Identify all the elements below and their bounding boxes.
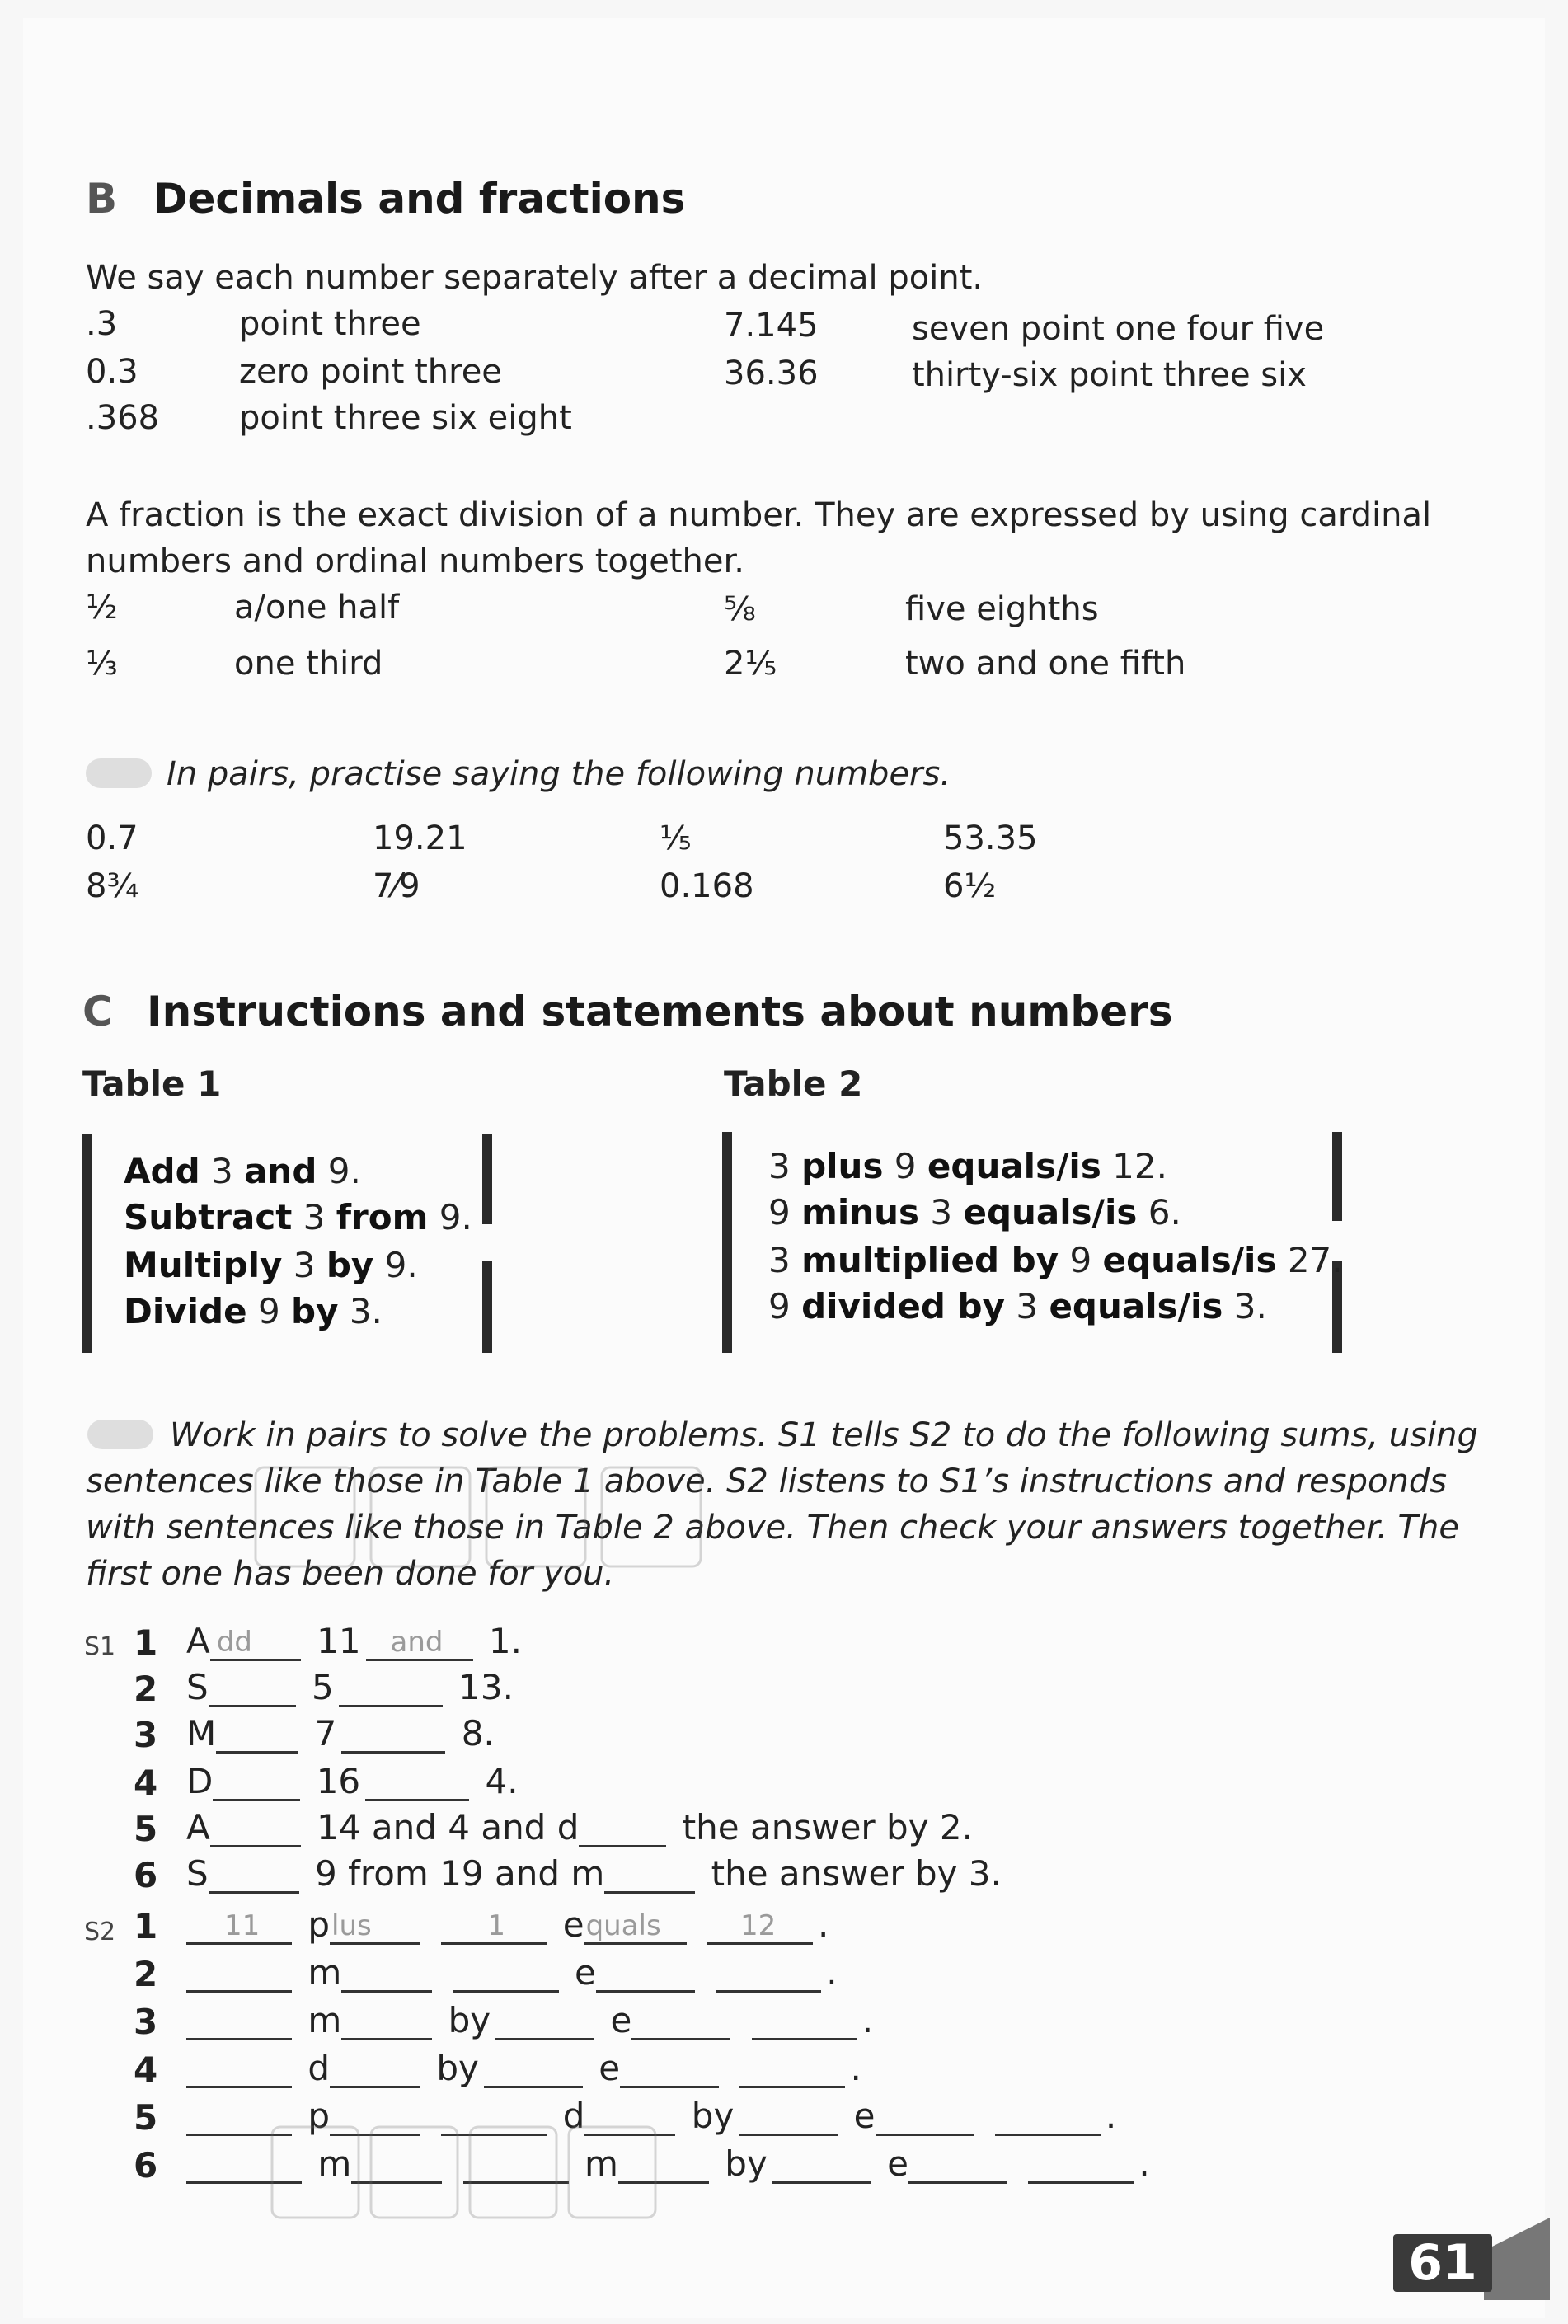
- fraction-intro-line2: numbers and ordinal numbers together.: [86, 542, 745, 580]
- answer-blank[interactable]: [772, 2147, 871, 2184]
- answer-blank[interactable]: [752, 2003, 857, 2040]
- exercise-number: 3: [134, 2002, 158, 2042]
- exercise-number: 3: [134, 1715, 158, 1755]
- table1-right-bar-top: [482, 1134, 492, 1224]
- section-c-letter: C: [82, 988, 113, 1035]
- work-instruction-line2: sentences like those in Table 1 above. S2 listens to S1’s instructions and responds: [86, 1462, 1448, 1500]
- s2-line-2: m e .: [186, 1952, 838, 1993]
- practice-number: 0.7: [86, 819, 138, 857]
- answer-blank[interactable]: [495, 2003, 594, 2040]
- decimal-example-words: seven point one four five: [912, 310, 1325, 348]
- watermark-stamp: [264, 2110, 660, 2234]
- fraction-example-words: a/one half: [234, 589, 400, 627]
- answer-blank[interactable]: [631, 2003, 730, 2040]
- answer-blank[interactable]: [620, 2051, 719, 2088]
- answer-blank[interactable]: [339, 1670, 443, 1707]
- answer-blank[interactable]: [330, 2051, 420, 2088]
- answer-blank[interactable]: [739, 2099, 838, 2136]
- table1-row: Divide 9 by 3.: [124, 1291, 383, 1331]
- exercise-number: 5: [134, 1809, 158, 1849]
- fraction-example-words: two and one fifth: [905, 645, 1186, 683]
- table2-row: 9 minus 3 equals/is 6.: [768, 1192, 1181, 1232]
- table1-left-bar: [82, 1134, 92, 1353]
- exercise-number: 4: [134, 2049, 158, 2090]
- exercise-number: 5: [134, 2097, 158, 2138]
- s1-line-6: S 9 from 19 and m the answer by 3.: [186, 1853, 1002, 1894]
- answer-blank[interactable]: [453, 1955, 559, 1993]
- fraction-example-words: one third: [234, 645, 383, 683]
- table1-row: Add 3 and 9.: [124, 1151, 361, 1191]
- answer-blank[interactable]: [186, 1955, 292, 1993]
- s2-line-3: m by e .: [186, 2000, 873, 2040]
- table2-right-bar-top: [1332, 1132, 1342, 1221]
- answer-blank[interactable]: [1028, 2147, 1134, 2184]
- decimal-example-words: zero point three: [239, 353, 502, 391]
- answer-blank[interactable]: [579, 1810, 666, 1847]
- work-instruction-line3: with sentences like those in Table 2 above. Then check your answers together. The: [86, 1509, 1459, 1547]
- answer-blank[interactable]: [209, 1857, 299, 1894]
- table1-row: Subtract 3 from 9.: [124, 1197, 472, 1237]
- watermark-stamp: [247, 1451, 709, 1583]
- fraction-intro-line1: A fraction is the exact division of a number. They are expressed by using cardinal: [86, 496, 1432, 534]
- answer-blank[interactable]: [716, 1955, 821, 1993]
- decimal-example-num: .3: [86, 305, 118, 343]
- exercise-number: 2: [134, 1669, 158, 1709]
- table2-title: Table 2: [724, 1063, 863, 1104]
- table2-row: 9 divided by 3 equals/is 3.: [768, 1286, 1267, 1326]
- practice-number: ⅕: [660, 819, 692, 857]
- answer-blank[interactable]: [186, 2051, 292, 2088]
- answer-blank[interactable]: [365, 1764, 469, 1801]
- fraction-example-num: ⅝: [724, 590, 756, 628]
- practice-number: 19.21: [373, 819, 467, 857]
- answer-blank[interactable]: [908, 2147, 1007, 2184]
- answer-blank[interactable]: [341, 1955, 432, 1993]
- s1-line-5: A 14 and 4 and d the answer by 2.: [186, 1807, 973, 1847]
- answer-blank[interactable]: 1: [441, 1908, 547, 1945]
- answer-blank[interactable]: lus: [330, 1908, 420, 1945]
- answer-blank[interactable]: [209, 1670, 296, 1707]
- table2-row: 3 plus 9 equals/is 12.: [768, 1146, 1167, 1186]
- pair-work-icon: [87, 1420, 153, 1449]
- answer-blank[interactable]: [213, 1764, 300, 1801]
- answer-blank[interactable]: 12: [707, 1908, 813, 1945]
- answer-blank[interactable]: [739, 2051, 845, 2088]
- practice-number: 6½: [943, 867, 997, 905]
- fraction-example-words: five eighths: [905, 590, 1099, 628]
- answer-blank[interactable]: [995, 2099, 1101, 2136]
- s1-line-2: S 5 13.: [186, 1667, 514, 1707]
- fraction-example-num: 2⅕: [724, 645, 777, 683]
- table1-row: Multiply 3 by 9.: [124, 1245, 418, 1285]
- decimal-example-words: thirty-six point three six: [912, 356, 1307, 394]
- decimal-intro: We say each number separately after a decimal point.: [86, 259, 984, 297]
- answer-blank[interactable]: dd: [210, 1624, 301, 1661]
- answer-blank[interactable]: [484, 2051, 583, 2088]
- decimal-example-num: 7.145: [724, 307, 819, 345]
- exercise-number: 2: [134, 1954, 158, 1994]
- speaking-icon: [86, 758, 152, 788]
- s2-label: S2: [84, 1918, 116, 1946]
- s2-line-6: m m by e .: [186, 2143, 1150, 2184]
- s2-line-5: p d by e .: [186, 2096, 1116, 2136]
- work-instruction-line1: Work in pairs to solve the problems. S1 tells S2 to do the following sums, using: [170, 1416, 1478, 1454]
- exercise-number: 6: [134, 2145, 158, 2185]
- answer-blank[interactable]: [876, 2099, 974, 2136]
- decimal-example-words: point three: [239, 305, 421, 343]
- answer-blank[interactable]: [186, 2003, 292, 2040]
- table1-title: Table 1: [82, 1063, 222, 1104]
- exercise-number: 6: [134, 1855, 158, 1895]
- s2-line-4: d by e .: [186, 2048, 861, 2088]
- answer-blank[interactable]: [216, 1716, 298, 1754]
- table2-left-bar: [722, 1132, 732, 1353]
- answer-blank[interactable]: [210, 1810, 301, 1847]
- s1-line-3: M 7 8.: [186, 1713, 495, 1754]
- exercise-number: 1: [134, 1906, 158, 1946]
- table1-right-bar-bottom: [482, 1261, 492, 1353]
- decimal-example-words: point three six eight: [239, 399, 572, 437]
- answer-blank[interactable]: [341, 1716, 445, 1754]
- answer-blank[interactable]: [341, 2003, 432, 2040]
- table2-row: 3 multiplied by 9 equals/is 27.: [768, 1240, 1343, 1280]
- section-b-letter: B: [86, 175, 118, 223]
- work-instruction-line4: first one has been done for you.: [86, 1555, 615, 1593]
- s1-line-4: D 16 4.: [186, 1761, 519, 1801]
- answer-blank[interactable]: quals: [584, 1908, 687, 1945]
- section-c-title: Instructions and statements about numbers: [147, 988, 1173, 1035]
- s1-line-1: A dd 11 and 1.: [186, 1621, 522, 1661]
- practice-number: 8¾: [86, 867, 139, 905]
- answer-blank[interactable]: 11: [186, 1908, 292, 1945]
- decimal-example-num: .368: [86, 399, 160, 437]
- s1-label: S1: [84, 1632, 116, 1661]
- decimal-example-num: 36.36: [724, 354, 819, 392]
- answer-blank[interactable]: [604, 1857, 695, 1894]
- practice-number: 0.168: [660, 867, 754, 905]
- fraction-example-num: ⅓: [86, 645, 118, 683]
- practice-instruction: In pairs, practise saying the following numbers.: [167, 755, 951, 793]
- decimal-example-num: 0.3: [86, 353, 138, 391]
- practice-number: 7⁄9: [373, 867, 420, 905]
- answer-blank[interactable]: [596, 1955, 695, 1993]
- answer-blank[interactable]: and: [366, 1624, 473, 1661]
- s2-line-1: 11 p lus 1 e quals 12 .: [186, 1904, 829, 1945]
- exercise-number: 4: [134, 1763, 158, 1803]
- page-number: 61: [1393, 2234, 1492, 2292]
- fraction-example-num: ½: [86, 589, 118, 627]
- exercise-number: 1: [134, 1622, 158, 1663]
- section-b-title: Decimals and fractions: [153, 175, 686, 223]
- practice-number: 53.35: [943, 819, 1038, 857]
